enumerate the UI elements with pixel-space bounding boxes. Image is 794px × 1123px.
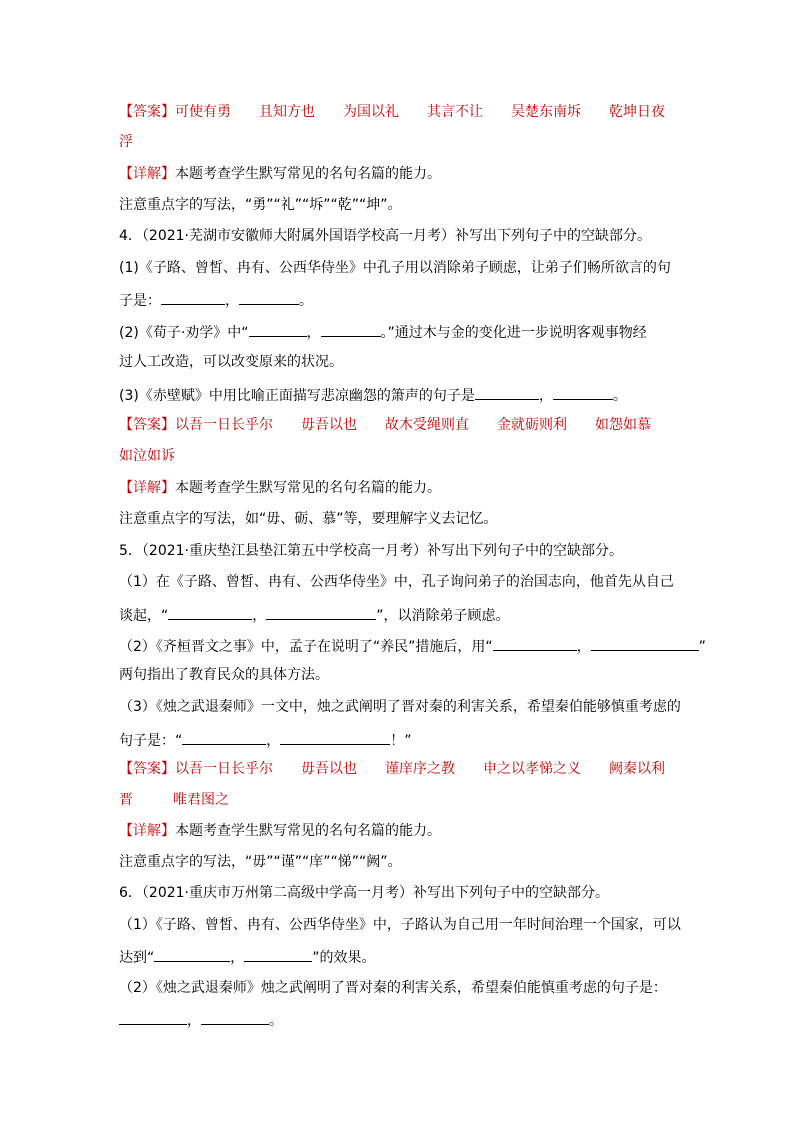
detail-tag: 【详解】 [119,823,175,839]
q5-title: 5．（2021·重庆垫江县垫江第五中学校高一月考）补写出下列句子中的空缺部分。 [119,543,623,559]
q6-p1-a: （1）《子路、曾皙、冉有、公西华侍坐》中，子路认为自己用一年时间治理一个国家，可以 [119,917,681,933]
q5-answer-wrap [119,791,229,809]
text: ”的效果。 [312,950,376,966]
text: ， [306,325,321,341]
q4-detail-line [119,479,441,497]
fill-blank[interactable] [280,730,390,745]
answer-item: 吴楚东南坼 [511,104,581,120]
fill-blank[interactable] [168,605,252,620]
text: ” [698,639,706,655]
answer-item: 毋吾以也 [301,761,357,777]
q4-p3 [119,385,627,405]
q5-p1-b [119,605,510,625]
answer-item: 以吾一日长乎尔 [175,761,273,777]
fill-blank[interactable] [182,730,266,745]
answer-item: 可使有勇 [175,104,231,120]
fill-blank[interactable] [161,290,225,305]
text: 达到“ [119,950,155,966]
text: （2）《齐桓晋文之事》中，孟子在说明了“养民”措施后，用“ [119,639,493,655]
answer-item: 乾坤日夜 [609,104,665,120]
text: 。 [269,1013,283,1029]
q5-answer-line [119,760,665,778]
q4-answer-line [119,416,651,434]
detail-text: 本题考查学生默写常见的名句名篇的能力。 [175,480,441,496]
q6-p2-b [119,1010,283,1030]
q4-answer-wrap: 如泣如诉 [119,448,175,464]
answer-item: 毋吾以也 [301,417,357,433]
text: ！” [390,733,412,749]
text: ， [252,608,267,624]
text: 。”通过木与金的变化进一步说明客观事物经 [380,325,647,341]
q4-p2-a [119,322,647,342]
q4-p2-b: 过人工改造，可以改变原来的状况。 [119,354,343,370]
q6-p1-b [119,947,376,967]
text: ， [187,1013,201,1029]
fill-blank[interactable] [119,1010,187,1025]
fill-blank[interactable] [591,636,699,651]
q3-detail-note: 注意重点字的写法，“勇”“礼”“坼”“乾”“坤”。 [119,197,402,213]
answer-item: 申之以孝悌之义 [483,761,581,777]
text: (3)《赤壁赋》中用比喻正面描写悲凉幽怨的箫声的句子是 [119,388,475,404]
text: 子是： [119,293,161,309]
text: ， [538,388,553,404]
q5-p2-b: 两句指出了教育民众的具体方法。 [119,667,329,683]
answer-tag: 【答案】 [119,761,175,777]
answer-item: 如怨如慕 [595,417,651,433]
detail-tag: 【详解】 [119,166,175,182]
fill-blank[interactable] [239,290,299,305]
answer-item: 为国以礼 [343,104,399,120]
answer-item: 晋 [119,792,133,808]
text: ， [266,733,281,749]
text: (2)《荀子·劝学》中“ [119,325,249,341]
text: ， [230,950,245,966]
fill-blank[interactable] [244,947,312,962]
q3-answer-wrap: 浮 [119,134,133,150]
detail-text: 本题考查学生默写常见的名句名篇的能力。 [175,823,441,839]
answer-tag: 【答案】 [119,417,175,433]
answer-item: 谨庠序之教 [385,761,455,777]
text: 谈起，“ [119,608,169,624]
fill-blank[interactable] [553,385,613,400]
text: 。 [299,293,313,309]
fill-blank[interactable] [249,322,307,337]
q5-p1-a: （1）在《子路、曾皙、冉有、公西华侍坐》中，孔子询问弟子的治国志向，他首先从自己 [119,574,674,590]
answer-item: 阙秦以利 [609,761,665,777]
q3-detail-line [119,165,441,183]
fill-blank[interactable] [321,322,381,337]
answer-item: 以吾一日长乎尔 [175,417,273,433]
q5-p3-a: （3）《烛之武退秦师》一文中，烛之武阐明了晋对秦的利害关系，希望秦伯能够慎重考虑的 [119,699,681,715]
text: ， [576,639,591,655]
q4-title: 4．（2021·芜湖市安徽师大附属外国语学校高一月考）补写出下列句子中的空缺部分。 [119,228,651,244]
q5-detail-line [119,822,441,840]
text: ”，以消除弟子顾虑。 [376,608,510,624]
fill-blank[interactable] [475,385,539,400]
detail-tag: 【详解】 [119,480,175,496]
q5-p3-b [119,730,412,750]
answer-item: 唯君图之 [173,792,229,808]
q6-title: 6．（2021·重庆市万州第二高级中学高一月考）补写出下列句子中的空缺部分。 [119,885,609,901]
text: 句子是：“ [119,733,183,749]
fill-blank[interactable] [154,947,230,962]
q4-p1-b [119,290,313,310]
detail-text: 本题考查学生默写常见的名句名篇的能力。 [175,166,441,182]
text: ， [225,293,239,309]
answer-item: 其言不让 [427,104,483,120]
q5-detail-note: 注意重点字的写法，“毋”“谨”“庠”“悌”“阙”。 [119,854,402,870]
fill-blank[interactable] [201,1010,269,1025]
fill-blank[interactable] [493,636,577,651]
q4-detail-note: 注意重点字的写法，如“毋、砺、慕”等，要理解字义去记忆。 [119,511,498,527]
q5-p2-a [119,636,706,656]
fill-blank[interactable] [266,605,376,620]
text: 。 [612,388,627,404]
q4-p1-a: (1)《子路、曾皙、冉有、公西华侍坐》中孔子用以消除弟子顾虑，让弟子们畅所欲言的句 [119,260,671,276]
answer-item: 金就砺则利 [497,417,567,433]
q6-p2-a: （2）《烛之武退秦师》烛之武阐明了晋对秦的利害关系，希望秦伯能慎重考虑的句子是： [119,980,667,996]
answer-item: 且知方也 [259,104,315,120]
q3-answer-line [119,103,665,121]
answer-item: 故木受绳则直 [385,417,469,433]
answer-tag: 【答案】 [119,104,175,120]
